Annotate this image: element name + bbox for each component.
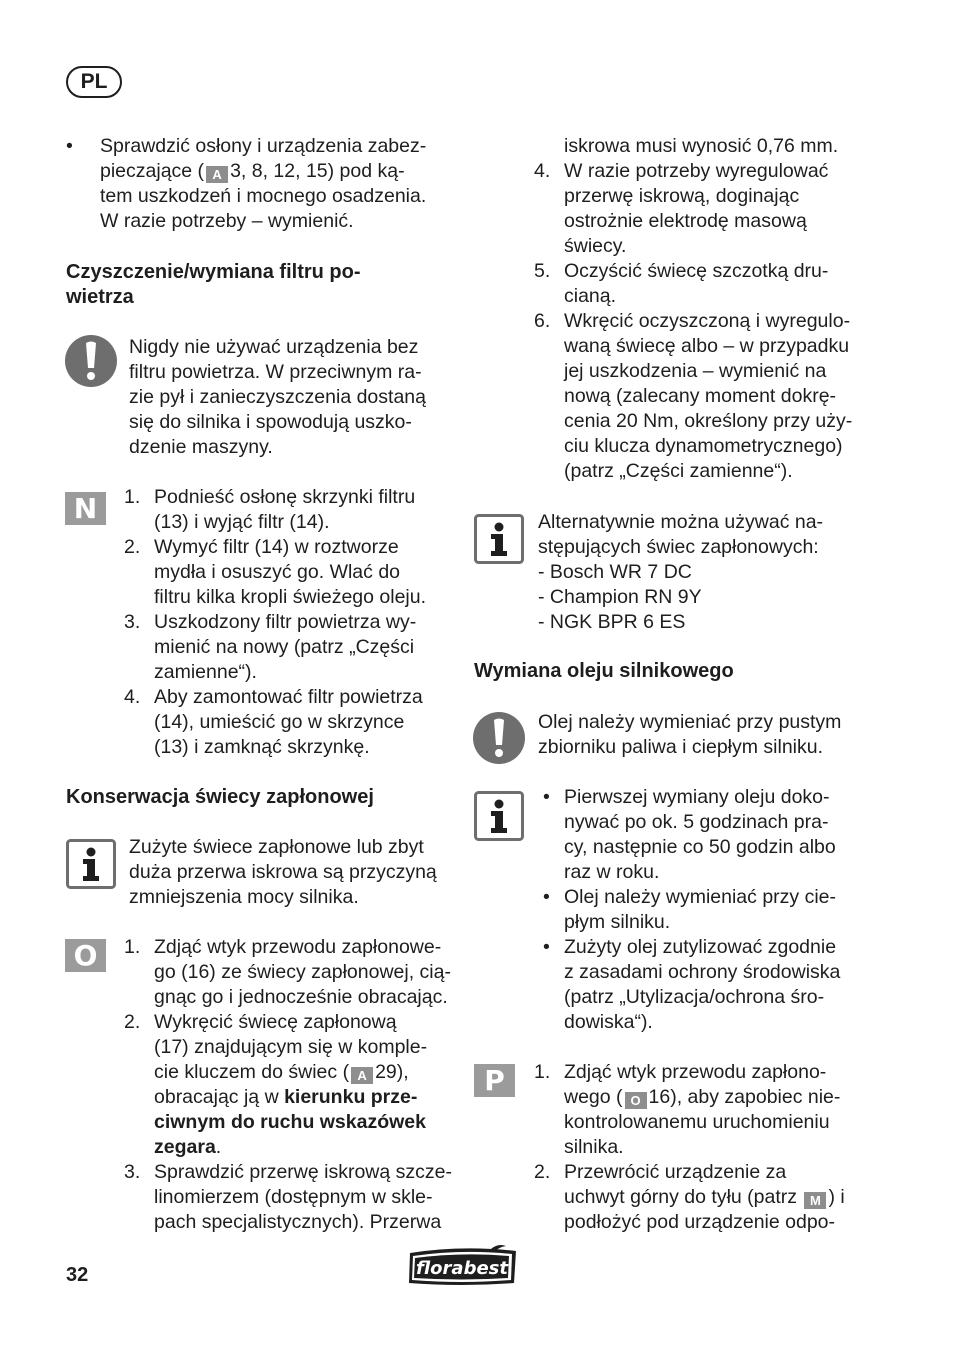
section-title-spark-plug: Konserwacja świecy zapłonowej bbox=[66, 786, 374, 808]
text-line: Sprawdzić osłony i urządzenia zabez- bbox=[100, 135, 427, 157]
step-badge-o: O bbox=[65, 939, 106, 972]
continued-text: iskrowa musi wynosić 0,76 mm. bbox=[564, 135, 839, 157]
figure-ref-badge: A bbox=[206, 166, 228, 183]
figure-ref-badge: O bbox=[625, 1092, 647, 1109]
bullet-icon: • bbox=[543, 786, 550, 808]
info-icon bbox=[66, 839, 116, 889]
text-fragment: pieczające ( bbox=[100, 160, 205, 182]
text-line: tem uszkodzeń i mocnego osadzenia. bbox=[100, 185, 427, 207]
logo-text: florabest bbox=[416, 1258, 508, 1279]
section-title-air-filter: Czyszczenie/wymiana filtru po- wietrza bbox=[66, 261, 361, 308]
info-text: Alternatywnie można używać na- stępujących świec zapłonowych: - Bosch WR 7 DC - Champion RN 9Y - NGK BPR 6 ES bbox=[538, 511, 824, 633]
bullet-icon: • bbox=[543, 886, 550, 908]
info-icon bbox=[474, 514, 524, 564]
info-icon bbox=[474, 791, 524, 841]
language-badge: PL bbox=[66, 66, 122, 98]
text-line: W razie potrzeby – wymienić. bbox=[100, 210, 354, 232]
bullet-icon: • bbox=[543, 936, 550, 958]
warning-icon bbox=[64, 334, 118, 388]
page-number: 32 bbox=[66, 1264, 89, 1286]
warning-text: Nigdy nie używać urządzenia bez filtru powietrza. W przeciwnym ra- zie pył i zanieczyszczenia dostaną się do silnika i spowodują uszko- dzenie maszyny. bbox=[129, 336, 426, 458]
warning-text: Olej należy wymieniać przy pustym zbiorniku paliwa i ciepłym silniku. bbox=[538, 711, 842, 758]
bullet-icon: • bbox=[66, 135, 73, 157]
figure-ref-badge: M bbox=[804, 1192, 826, 1209]
section-title-oil-change: Wymiana oleju silnikowego bbox=[474, 660, 734, 682]
text-fragment: 3, 8, 12, 15) pod ką- bbox=[230, 160, 405, 182]
step-badge-n: N bbox=[65, 492, 106, 525]
info-text: Zużyte świece zapłonowe lub zbyt duża przerwa iskrowa są przyczyną zmniejszenia mocy silnika. bbox=[129, 836, 437, 908]
step-badge-p: P bbox=[474, 1064, 515, 1097]
figure-ref-badge: A bbox=[351, 1067, 373, 1084]
florabest-logo bbox=[406, 1243, 519, 1289]
warning-icon bbox=[472, 711, 526, 765]
